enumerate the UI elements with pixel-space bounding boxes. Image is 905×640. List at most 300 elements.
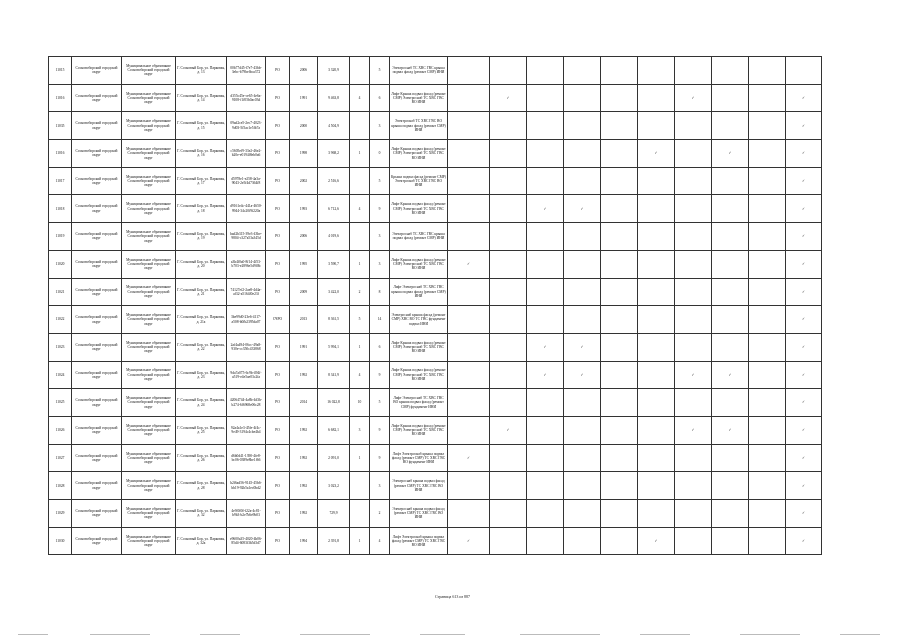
program-mark-cell xyxy=(448,167,490,195)
program-mark-cell xyxy=(601,278,638,306)
check-mark-icon: ✓ xyxy=(786,223,822,251)
program-mark-cell xyxy=(638,500,675,528)
build-year-cell: 2000 xyxy=(290,112,318,140)
house-guid-cell: 74127ef2-2ae8-4d4a-af32-a5164f0e23f xyxy=(227,278,266,306)
address-cell: Г. Сосновый Бор, ул. Парковая, д. 28 xyxy=(176,472,227,500)
fund-form-cell: РО xyxy=(266,250,290,278)
row-id-cell: 11018 xyxy=(49,195,72,223)
program-mark-cell xyxy=(712,250,749,278)
lifts-count-cell: 5 xyxy=(350,306,370,334)
organization-cell: Муниципальное образование Сосновоборский городской округ xyxy=(122,472,176,500)
build-year-cell: 1992 xyxy=(290,472,318,500)
build-year-cell: 1993 xyxy=(290,195,318,223)
row-id-cell: 11026 xyxy=(49,416,72,444)
program-mark-cell xyxy=(712,195,749,223)
organization-cell: Муниципальное образование Сосновоборский городской округ xyxy=(122,306,176,334)
program-mark-cell xyxy=(749,500,786,528)
check-mark-icon: ✓ xyxy=(786,361,822,389)
address-cell: Г. Сосновый Бор, ул. Парковая, д. 18 xyxy=(176,195,227,223)
program-mark-cell xyxy=(638,278,675,306)
check-mark-icon: ✓ xyxy=(786,112,822,140)
program-mark-cell xyxy=(527,416,564,444)
check-mark-icon: ✓ xyxy=(786,84,822,112)
address-cell: Г. Сосновый Бор, ул. Парковая, д. 20 xyxy=(176,250,227,278)
works-list-cell: Лифт Крыша подвал фасад (ремонт СМР) Электроснаб ТС ХВС ГВС ВО ИНИ xyxy=(390,361,448,389)
table-row xyxy=(49,278,822,306)
row-id-cell: 11023 xyxy=(49,333,72,361)
organization-cell: Муниципальное образование Сосновоборский городской округ xyxy=(122,250,176,278)
address-cell: Г. Сосновый Бор, ул. Парковая, д. 26 xyxy=(176,444,227,472)
municipality-cell: Сосновоборский городской округ xyxy=(72,333,122,361)
check-mark-icon: ✓ xyxy=(490,84,527,112)
program-mark-cell xyxy=(749,389,786,417)
program-mark-cell xyxy=(448,361,490,389)
program-mark-cell xyxy=(638,112,675,140)
program-mark-cell xyxy=(601,527,638,555)
program-mark-cell xyxy=(638,361,675,389)
program-mark-cell xyxy=(638,250,675,278)
municipality-cell: Сосновоборский городской округ xyxy=(72,444,122,472)
program-mark-cell xyxy=(527,223,564,251)
program-mark-cell xyxy=(749,57,786,85)
program-mark-cell xyxy=(712,167,749,195)
organization-cell: Муниципальное образование Сосновоборский городской округ xyxy=(122,112,176,140)
works-list-cell: Лифт Крыша подвал фасад (ремонт СМР) Электроснаб ТС ХВС ГВС ВО ИНИ xyxy=(390,416,448,444)
build-year-cell: 2006 xyxy=(290,223,318,251)
program-mark-cell xyxy=(638,444,675,472)
fund-form-cell: РО xyxy=(266,333,290,361)
program-mark-cell xyxy=(448,472,490,500)
lifts-count-cell: 1 xyxy=(350,444,370,472)
program-mark-cell xyxy=(448,278,490,306)
address-cell: Г. Сосновый Бор, ул. Парковая, д. 17 xyxy=(176,167,227,195)
address-cell: Г. Сосновый Бор, ул. Парковая, д. 15 xyxy=(176,112,227,140)
works-list-cell: Электроснаб ТС ХВС ГВС ВО крыша подвал фасад (ремонт СМР) ИНИ xyxy=(390,112,448,140)
row-id-cell: 11019 xyxy=(49,223,72,251)
lifts-count-cell: 1 xyxy=(350,140,370,168)
program-mark-cell xyxy=(675,500,712,528)
entrances-count-cell: 6 xyxy=(370,84,390,112)
check-mark-icon: ✓ xyxy=(786,500,822,528)
lifts-count-cell xyxy=(350,500,370,528)
lifts-count-cell: 2 xyxy=(350,278,370,306)
program-mark-cell xyxy=(638,167,675,195)
program-mark-cell xyxy=(712,444,749,472)
build-year-cell: 1994 xyxy=(290,527,318,555)
total-area-cell: 2 516,6 xyxy=(318,167,350,195)
build-year-cell: 1998 xyxy=(290,140,318,168)
organization-cell: Муниципальное образование Сосновоборский городской округ xyxy=(122,333,176,361)
program-mark-cell xyxy=(564,278,601,306)
organization-cell: Муниципальное образование Сосновоборский городской округ xyxy=(122,278,176,306)
program-mark-cell xyxy=(527,250,564,278)
fund-form-cell: РО xyxy=(266,140,290,168)
check-mark-icon: ✓ xyxy=(527,333,564,361)
house-guid-cell: 2af4a494-06cc-49a8-930e-cc350c433868 xyxy=(227,333,266,361)
house-guid-cell: 42064744-4a8b-4d3b-b274-6f6968e06c28 xyxy=(227,389,266,417)
house-guid-cell: 3be99d0-23e6-4117-a508-b0fb2395da07 xyxy=(227,306,266,334)
municipality-cell: Сосновоборский городской округ xyxy=(72,195,122,223)
house-guid-cell: 4e9f0f0f-f22a-4c81-b9b3-b2e7b6e9b03 xyxy=(227,500,266,528)
check-mark-icon: ✓ xyxy=(448,250,490,278)
fund-form-cell: РО xyxy=(266,223,290,251)
program-mark-cell xyxy=(749,444,786,472)
works-list-cell: Крыша подвал фасад (ремонт СМР) Электроснаб ТС ХВС ГВС ВО ИНИ xyxy=(390,167,448,195)
total-area-cell: 3 422,0 xyxy=(318,278,350,306)
total-area-cell: 4 019,6 xyxy=(318,223,350,251)
program-mark-cell xyxy=(749,223,786,251)
program-mark-cell xyxy=(712,84,749,112)
program-mark-cell xyxy=(564,167,601,195)
lifts-count-cell xyxy=(350,112,370,140)
check-mark-icon: ✓ xyxy=(564,361,601,389)
address-cell: Г. Сосновый Бор, ул. Парковая, д. 23 xyxy=(176,361,227,389)
program-mark-cell xyxy=(601,416,638,444)
program-mark-cell xyxy=(490,527,527,555)
build-year-cell: 1992 xyxy=(290,500,318,528)
program-mark-cell xyxy=(712,57,749,85)
municipality-cell: Сосновоборский городской округ xyxy=(72,57,122,85)
program-mark-cell xyxy=(564,84,601,112)
program-mark-cell xyxy=(527,167,564,195)
address-cell: Г. Сосновый Бор, ул. Парковая, д. 24 xyxy=(176,389,227,417)
municipality-cell: Сосновоборский городской округ xyxy=(72,527,122,555)
program-mark-cell xyxy=(675,306,712,334)
program-mark-cell xyxy=(564,389,601,417)
lifts-count-cell xyxy=(350,57,370,85)
entrances-count-cell: 3 xyxy=(370,223,390,251)
program-mark-cell xyxy=(527,389,564,417)
build-year-cell: 1995 xyxy=(290,250,318,278)
build-year-cell: 1991 xyxy=(290,84,318,112)
program-mark-cell xyxy=(675,389,712,417)
table-row xyxy=(49,112,822,140)
organization-cell: Муниципальное образование Сосновоборский городской округ xyxy=(122,500,176,528)
table-row xyxy=(49,416,822,444)
house-guid-cell: d6b0d41-1390-4fe8-bc06-0389e8be1f66 xyxy=(227,444,266,472)
house-guid-cell: d355c45e-ce65-4e6a-9108-f1f05b0ac03d xyxy=(227,84,266,112)
check-mark-icon: ✓ xyxy=(527,361,564,389)
program-mark-cell xyxy=(527,527,564,555)
program-mark-cell xyxy=(601,250,638,278)
program-mark-cell xyxy=(490,361,527,389)
build-year-cell: 1991 xyxy=(290,333,318,361)
check-mark-icon: ✓ xyxy=(675,416,712,444)
municipality-cell: Сосновоборский городской округ xyxy=(72,361,122,389)
entrances-count-cell: 9 xyxy=(370,444,390,472)
build-year-cell: 1992 xyxy=(290,444,318,472)
program-mark-cell xyxy=(527,140,564,168)
program-mark-cell xyxy=(527,57,564,85)
program-mark-cell xyxy=(675,223,712,251)
organization-cell: Муниципальное образование Сосновоборский городской округ xyxy=(122,167,176,195)
program-mark-cell xyxy=(638,195,675,223)
program-mark-cell xyxy=(749,306,786,334)
check-mark-icon: ✓ xyxy=(786,250,822,278)
works-list-cell: Электроснаб крыша подвал фасад (ремонт СМР) ТС ХВС ГВС ВО ИНИ xyxy=(390,500,448,528)
organization-cell: Муниципальное образование Сосновоборский городской округ xyxy=(122,361,176,389)
lifts-count-cell: 1 xyxy=(350,333,370,361)
entrances-count-cell: 14 xyxy=(370,306,390,334)
municipality-cell: Сосновоборский городской округ xyxy=(72,112,122,140)
program-mark-cell xyxy=(712,472,749,500)
program-mark-cell xyxy=(786,57,822,85)
program-mark-cell xyxy=(601,57,638,85)
table-row xyxy=(49,444,822,472)
fund-form-cell: РО xyxy=(266,112,290,140)
entrances-count-cell: 3 xyxy=(370,472,390,500)
program-mark-cell xyxy=(749,84,786,112)
program-mark-cell xyxy=(448,112,490,140)
municipality-cell: Сосновоборский городской округ xyxy=(72,140,122,168)
check-mark-icon: ✓ xyxy=(527,195,564,223)
entrances-count-cell: 4 xyxy=(370,527,390,555)
lifts-count-cell: 4 xyxy=(350,361,370,389)
municipality-cell: Сосновоборский городской округ xyxy=(72,416,122,444)
program-mark-cell xyxy=(490,57,527,85)
check-mark-icon: ✓ xyxy=(712,416,749,444)
entrances-count-cell: 8 xyxy=(370,278,390,306)
works-list-cell: Лифт Электроснаб крыша подвал фасад (ремонт СМР) ТС ХВС ГВС ВО фундамент ИНИ xyxy=(390,444,448,472)
entrances-count-cell: 5 xyxy=(370,167,390,195)
program-mark-cell xyxy=(490,278,527,306)
register-table xyxy=(48,56,822,555)
entrances-count-cell: 3 xyxy=(370,112,390,140)
organization-cell: Муниципальное образование Сосновоборский городской округ xyxy=(122,195,176,223)
program-mark-cell xyxy=(749,416,786,444)
build-year-cell: 2006 xyxy=(290,57,318,85)
row-id-cell: 11028 xyxy=(49,472,72,500)
check-mark-icon: ✓ xyxy=(712,140,749,168)
address-cell: Г. Сосновый Бор, ул. Парковая, д. 21 xyxy=(176,278,227,306)
organization-cell: Муниципальное образование Сосновоборский городской округ xyxy=(122,444,176,472)
build-year-cell: 1992 xyxy=(290,361,318,389)
house-guid-cell: c5605ef9-33e2-46e2-b20e-e0194f8eb0a6 xyxy=(227,140,266,168)
program-mark-cell xyxy=(490,167,527,195)
house-guid-cell: d5978e1-e258-4a3a-9043-2e5f4d7364f8 xyxy=(227,167,266,195)
total-area-cell: 8 361,5 xyxy=(318,306,350,334)
lifts-count-cell: 3 xyxy=(350,416,370,444)
works-list-cell: Лифт Электроснаб ТС ХВС ГВС крыша подвал фасад (ремонт СМР) ИНИ xyxy=(390,278,448,306)
address-cell: Г. Сосновый Бор, ул. Парковая, д. 13 xyxy=(176,57,227,85)
build-year-cell: 1992 xyxy=(290,416,318,444)
fund-form-cell: РО xyxy=(266,195,290,223)
program-mark-cell xyxy=(675,444,712,472)
program-mark-cell xyxy=(490,140,527,168)
check-mark-icon: ✓ xyxy=(786,472,822,500)
total-area-cell: 3 590,7 xyxy=(318,250,350,278)
total-area-cell: 6 682,1 xyxy=(318,416,350,444)
table-row xyxy=(49,140,822,168)
check-mark-icon: ✓ xyxy=(564,195,601,223)
program-mark-cell xyxy=(638,84,675,112)
program-mark-cell xyxy=(675,527,712,555)
fund-form-cell: РО xyxy=(266,389,290,417)
program-mark-cell xyxy=(675,195,712,223)
program-mark-cell xyxy=(490,333,527,361)
table-row xyxy=(49,361,822,389)
municipality-cell: Сосновоборский городской округ xyxy=(72,223,122,251)
fund-form-cell: РО xyxy=(266,84,290,112)
program-mark-cell xyxy=(712,278,749,306)
table-row xyxy=(49,306,822,334)
organization-cell: Муниципальное образование Сосновоборский городской округ xyxy=(122,416,176,444)
total-area-cell: 9 463,8 xyxy=(318,84,350,112)
scan-artifact-line xyxy=(0,632,905,638)
entrances-count-cell: 9 xyxy=(370,361,390,389)
check-mark-icon: ✓ xyxy=(490,416,527,444)
program-mark-cell xyxy=(527,306,564,334)
program-mark-cell xyxy=(601,140,638,168)
program-mark-cell xyxy=(638,306,675,334)
program-mark-cell xyxy=(527,84,564,112)
program-mark-cell xyxy=(448,306,490,334)
total-area-cell: 3 968,2 xyxy=(318,140,350,168)
program-mark-cell xyxy=(601,333,638,361)
program-mark-cell xyxy=(749,250,786,278)
row-id-cell: 11024 xyxy=(49,361,72,389)
lifts-count-cell xyxy=(350,167,370,195)
works-list-cell: Лифт Крыша подвал фасад (ремонт СМР) Электроснаб ТС ХВС ГВС ВО ИНИ xyxy=(390,333,448,361)
works-list-cell: Лифт Электроснаб крыша подвал фасад (ремонт СМР) ТС ХВС ГВС ВО ИНИ xyxy=(390,527,448,555)
address-cell: Г. Сосновый Бор, ул. Парковая, д. 21а xyxy=(176,306,227,334)
lifts-count-cell xyxy=(350,223,370,251)
program-mark-cell xyxy=(749,112,786,140)
program-mark-cell xyxy=(564,140,601,168)
works-list-cell: Электроснаб крыша фасад (ремонт СМР) ХВС ВО ТС ГВС фундамент подвал ИНИ xyxy=(390,306,448,334)
fund-form-cell: РО xyxy=(266,527,290,555)
check-mark-icon: ✓ xyxy=(786,444,822,472)
fund-form-cell: РО xyxy=(266,57,290,85)
address-cell: Г. Сосновый Бор, ул. Парковая, д. 32 xyxy=(176,500,227,528)
row-id-cell: 11016 xyxy=(49,140,72,168)
register-rows xyxy=(49,57,822,555)
program-mark-cell xyxy=(712,527,749,555)
address-cell: Г. Сосновый Бор, ул. Парковая, д. 32а xyxy=(176,527,227,555)
program-mark-cell xyxy=(527,500,564,528)
build-year-cell: 2002 xyxy=(290,167,318,195)
house-guid-cell: 92a4a1e3-45fe-4f4c-9e49-3194c4cbe4b4 xyxy=(227,416,266,444)
entrances-count-cell: 6 xyxy=(370,333,390,361)
entrances-count-cell: 9 xyxy=(370,195,390,223)
house-guid-cell: b2f6ad56-9145-45b6-bb19-92b5a1ec0bd2 xyxy=(227,472,266,500)
municipality-cell: Сосновоборский городской округ xyxy=(72,389,122,417)
program-mark-cell xyxy=(490,306,527,334)
total-area-cell: 729,9 xyxy=(318,500,350,528)
row-id-cell: 11021 xyxy=(49,278,72,306)
lifts-count-cell: 10 xyxy=(350,389,370,417)
check-mark-icon: ✓ xyxy=(786,278,822,306)
program-mark-cell xyxy=(490,500,527,528)
address-cell: Г. Сосновый Бор, ул. Парковая, д. 22 xyxy=(176,333,227,361)
program-mark-cell xyxy=(749,167,786,195)
row-id-cell: 11017 xyxy=(49,167,72,195)
program-mark-cell xyxy=(675,333,712,361)
house-guid-cell: bad2b315-39e3-43be-9804-c327a53a345d xyxy=(227,223,266,251)
total-area-cell: 5 994,1 xyxy=(318,333,350,361)
house-guid-cell: e9600a35-4020-4b06-85d4-6083f3b5d3d7 xyxy=(227,527,266,555)
program-mark-cell xyxy=(601,389,638,417)
works-list-cell: Электроснаб крыша подвал фасад (ремонт СМР) ТС ХВС ГВС ВО ИНИ xyxy=(390,472,448,500)
program-mark-cell xyxy=(490,389,527,417)
municipality-cell: Сосновоборский городской округ xyxy=(72,278,122,306)
program-mark-cell xyxy=(564,112,601,140)
program-mark-cell xyxy=(749,527,786,555)
program-mark-cell xyxy=(601,444,638,472)
program-mark-cell xyxy=(601,195,638,223)
check-mark-icon: ✓ xyxy=(786,333,822,361)
lifts-count-cell: 4 xyxy=(350,195,370,223)
municipality-cell: Сосновоборский городской округ xyxy=(72,500,122,528)
works-list-cell: Лифт Крыша подвал фасад (ремонт СМР) Электроснаб ТС ХВС ГВС ВО ИНИ xyxy=(390,250,448,278)
build-year-cell: 2009 xyxy=(290,278,318,306)
program-mark-cell xyxy=(712,112,749,140)
program-mark-cell xyxy=(675,140,712,168)
check-mark-icon: ✓ xyxy=(448,444,490,472)
program-mark-cell xyxy=(564,250,601,278)
table-row xyxy=(49,167,822,195)
program-mark-cell xyxy=(675,250,712,278)
works-list-cell: Лифт Крыша подвал фасад (ремонт СМР) Электроснаб ТС ХВС ГВС ВО ИНИ xyxy=(390,84,448,112)
row-id-cell: 11025 xyxy=(49,389,72,417)
program-mark-cell xyxy=(448,333,490,361)
program-mark-cell xyxy=(564,223,601,251)
municipality-cell: Сосновоборский городской округ xyxy=(72,472,122,500)
program-mark-cell xyxy=(527,278,564,306)
program-mark-cell xyxy=(601,84,638,112)
total-area-cell: 2 091,0 xyxy=(318,444,350,472)
check-mark-icon: ✓ xyxy=(786,306,822,334)
program-mark-cell xyxy=(749,278,786,306)
entrances-count-cell: 5 xyxy=(370,57,390,85)
table-row xyxy=(49,250,822,278)
check-mark-icon: ✓ xyxy=(564,333,601,361)
house-guid-cell: 00b77d45-f7e7-43bb-3ebc-b79befbca372 xyxy=(227,57,266,85)
table-row xyxy=(49,195,822,223)
table-row xyxy=(49,500,822,528)
house-guid-cell: 9da7a075-6c9b-494f-a519-e4e5ae03c2fa xyxy=(227,361,266,389)
program-mark-cell xyxy=(448,57,490,85)
program-mark-cell xyxy=(527,444,564,472)
total-area-cell: 8 341,9 xyxy=(318,361,350,389)
total-area-cell: 3 023,2 xyxy=(318,472,350,500)
row-id-cell: 11027 xyxy=(49,444,72,472)
check-mark-icon: ✓ xyxy=(786,527,822,555)
program-mark-cell xyxy=(490,195,527,223)
table-row xyxy=(49,84,822,112)
check-mark-icon: ✓ xyxy=(786,167,822,195)
row-id-cell: 11035 xyxy=(49,112,72,140)
program-mark-cell xyxy=(564,472,601,500)
address-cell: Г. Сосновый Бор, ул. Парковая, д. 25 xyxy=(176,416,227,444)
total-area-cell: 3 320,9 xyxy=(318,57,350,85)
table-row xyxy=(49,57,822,85)
program-mark-cell xyxy=(448,500,490,528)
table-row xyxy=(49,472,822,500)
program-mark-cell xyxy=(564,527,601,555)
table-row xyxy=(49,333,822,361)
program-mark-cell xyxy=(448,223,490,251)
program-mark-cell xyxy=(675,57,712,85)
row-id-cell: 11022 xyxy=(49,306,72,334)
house-guid-cell: d9161e4c-441a-4650-9944-34c20f9f220a xyxy=(227,195,266,223)
works-list-cell: Электроснаб ТС ХВС ГВС крыша подвал фасад (ремонт СМР) ИНИ xyxy=(390,57,448,85)
program-mark-cell xyxy=(601,500,638,528)
fund-form-cell: РО xyxy=(266,167,290,195)
address-cell: Г. Сосновый Бор, ул. Парковая, д. 16 xyxy=(176,140,227,168)
program-mark-cell xyxy=(490,444,527,472)
program-mark-cell xyxy=(638,416,675,444)
